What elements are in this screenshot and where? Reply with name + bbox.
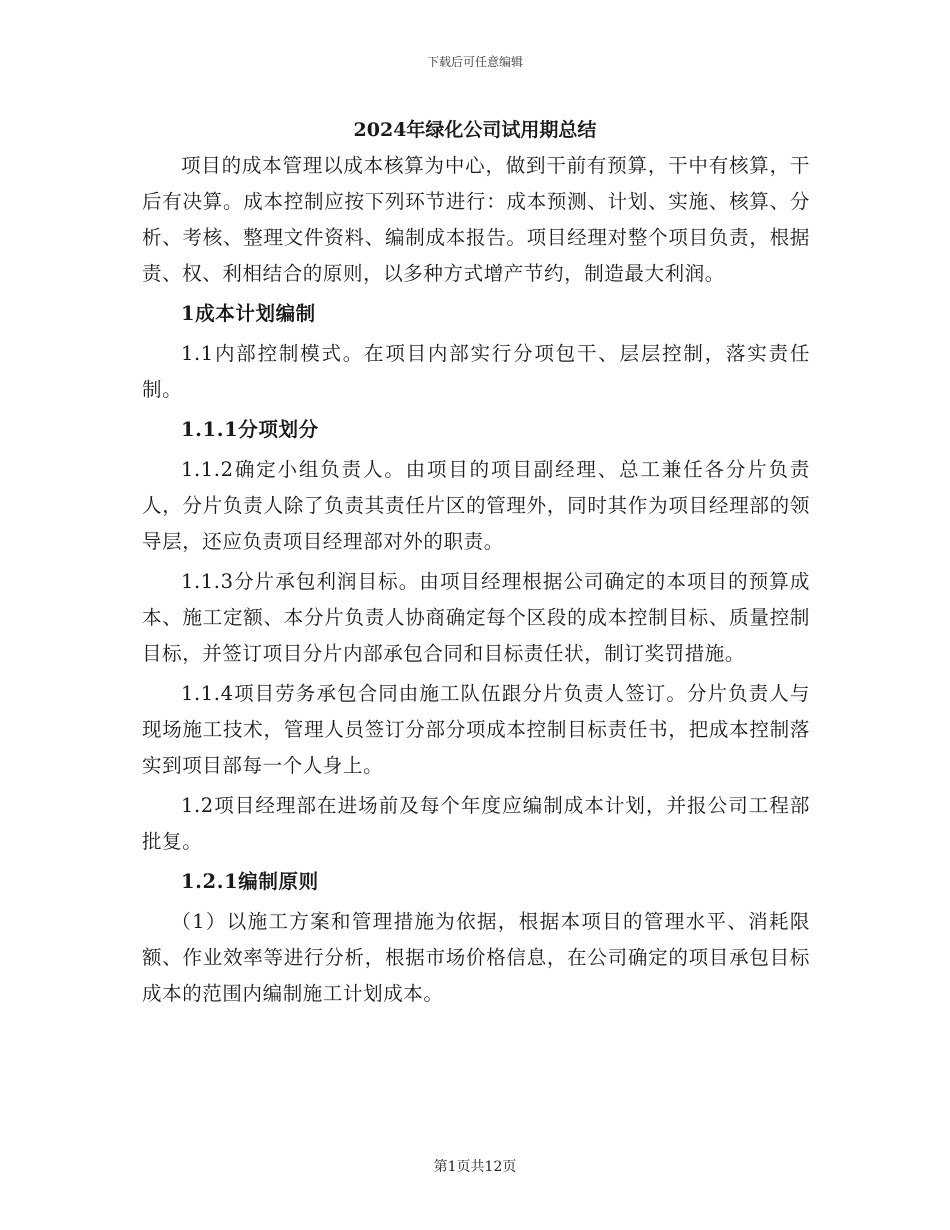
paragraph-team-leader: 1.1.2确定小组负责人。由项目的项目副经理、总工兼任各分片负责人，分片负责人除了负责其责任片区的管理外，同时其作为项目经理部的领导层，还应负责项目经理部对外的职责。 [142, 458, 810, 553]
paragraph-internal-control: 1.1内部控制模式。在项目内部实行分项包干、层层控制，落实责任制。 [142, 342, 810, 401]
paragraph-cost-management: 项目的成本管理以成本核算为中心，做到干前有预算，干中有核算，干后有决算。成本控制应按下列环节进行：成本预测、计划、实施、核算、分析、考核、整理文件资料、编制成本报告。项目经理对整个项目负责，根据责、权、利相结合的原则，以多种方式增产节约，制造最大利润。 [142, 154, 810, 285]
page-header-note: 下载后可任意编辑 [426, 55, 523, 69]
paragraph-annual-plan: 1.2项目经理部在进场前及每个年度应编制成本计划，并报公司工程部批复。 [142, 794, 810, 853]
paragraph-profit-target: 1.1.3分片承包利润目标。由项目经理根据公司确定的本项目的预算成本、施工定额、本分片负责人协商确定每个区段的成本控制目标、质量控制目标，并签订项目分片内部承包合同和目标责任状，制订奖罚措施。 [142, 570, 810, 665]
page-number: 第1页共12页 [433, 1159, 517, 1175]
paragraph-labor-contract: 1.1.4项目劳务承包合同由施工队伍跟分片负责人签订。分片负责人与现场施工技术，管理人员签订分部分项成本控制目标责任书，把成本控制落实到项目部每一个人身上。 [142, 682, 810, 777]
document-body [142, 148, 810, 1016]
paragraph-principle-1: （1）以施工方案和管理措施为依据，根据本项目的管理水平、消耗限额、作业效率等进行分析，根据市场价格信息，在公司确定的项目承包目标成本的范围内编制施工计划成本。 [142, 910, 810, 1005]
heading-compile-principle: 1.2.1编制原则 [181, 870, 319, 893]
page-title: 2024年绿化公司试用期总结 [353, 119, 597, 141]
heading-item-division: 1.1.1分项划分 [181, 418, 319, 441]
heading-cost-plan: 1成本计划编制 [181, 302, 316, 325]
